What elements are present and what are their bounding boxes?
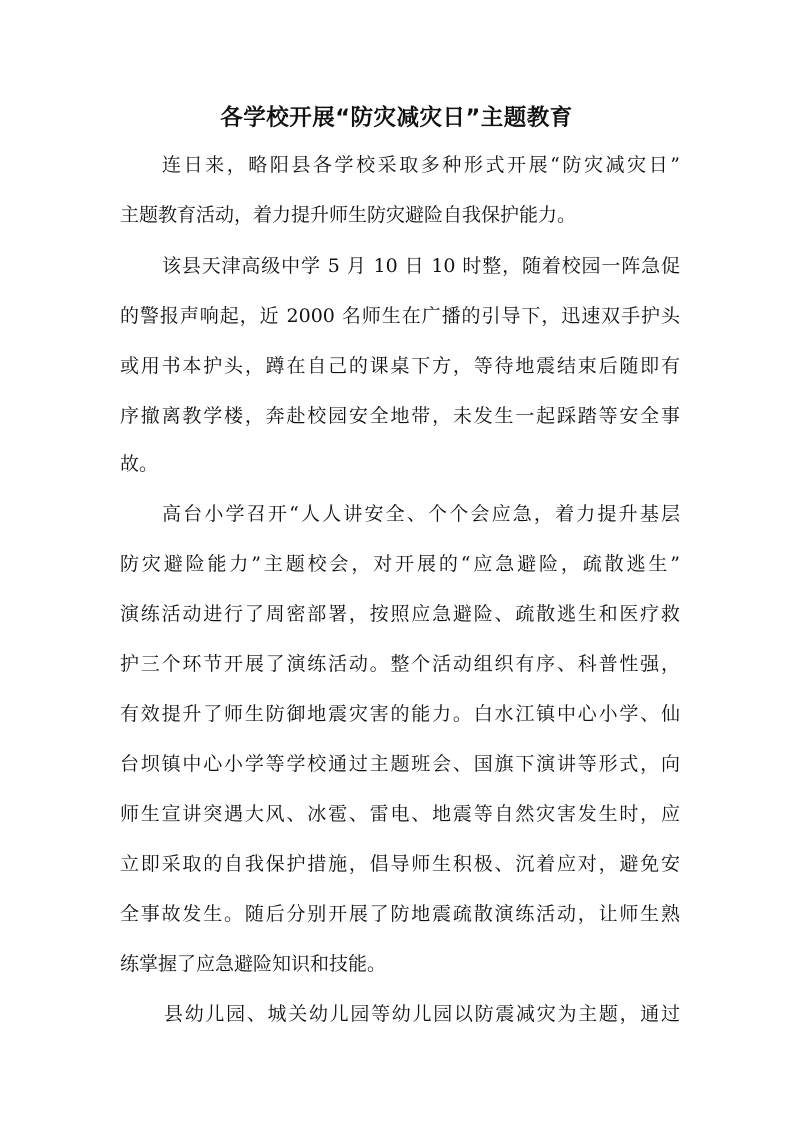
paragraph-line: 台坝镇中心小学等学校通过主题班会、国旗下演讲等形式，向 <box>120 753 680 775</box>
paragraph-line: 序撤离教学楼，奔赴校园安全地带，未发生一起踩踏等安全事 <box>120 405 680 427</box>
paragraph-line: 有效提升了师生防御地震灾害的能力。白水江镇中心小学、仙 <box>120 703 680 725</box>
paragraph-line: 演练活动进行了周密部署，按照应急避险、疏散逃生和医疗救 <box>120 603 680 625</box>
paragraph-line: 练掌握了应急避险知识和技能。 <box>120 953 387 975</box>
paragraph-line: 师生宣讲突遇大风、冰雹、雷电、地震等自然灾害发生时，应 <box>120 803 680 825</box>
paragraph-line: 主题教育活动，着力提升师生防灾避险自我保护能力。 <box>120 204 577 226</box>
paragraph-line: 或用书本护头，蹲在自己的课桌下方，等待地震结束后随即有 <box>120 355 680 377</box>
paragraph-line: 连日来，略阳县各学校采取多种形式开展“防灾减灾日” <box>162 154 680 176</box>
paragraph-line: 全事故发生。随后分别开展了防地震疏散演练活动，让师生熟 <box>120 903 680 925</box>
paragraph-line: 县幼儿园、城关幼儿园等幼儿园以防震减灾为主题，通过 <box>164 1003 680 1025</box>
paragraph-line: 护三个环节开展了演练活动。整个活动组织有序、科普性强， <box>120 653 680 675</box>
paragraph-line: 防灾避险能力”主题校会，对开展的“应急避险，疏散逃生” <box>120 553 680 575</box>
document-title: 各学校开展“防灾减灾日”主题教育 <box>220 105 573 131</box>
paragraph-line: 故。 <box>120 453 159 475</box>
paragraph-line: 高台小学召开“人人讲安全、个个会应急，着力提升基层 <box>162 503 680 525</box>
paragraph-line: 该县天津高级中学 5 月 10 日 10 时整，随着校园一阵急促 <box>162 255 680 277</box>
paragraph-line: 的警报声响起，近 2000 名师生在广播的引导下，迅速双手护头 <box>120 305 680 327</box>
paragraph-line: 立即采取的自我保护措施，倡导师生积极、沉着应对，避免安 <box>120 853 680 875</box>
